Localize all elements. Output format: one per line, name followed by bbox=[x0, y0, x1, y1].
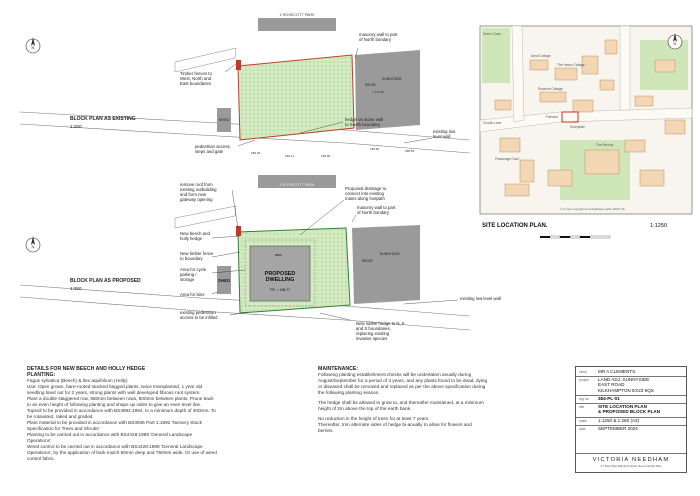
north-label: N bbox=[31, 45, 35, 50]
drawing-no-label: drg no. bbox=[579, 397, 590, 401]
copyright-label: © Crown copyright and database rights 2024 OS bbox=[560, 207, 625, 211]
date-value: SEPTEMBER 2024 bbox=[598, 426, 638, 431]
annotation-note: existing low level wall bbox=[460, 296, 501, 301]
maintenance-title: MAINTENANCE: bbox=[318, 366, 359, 372]
annotation-note: existing low level wall bbox=[433, 129, 456, 139]
svg-text:Fairview: Fairview bbox=[546, 115, 558, 119]
level-label: 188.55 bbox=[405, 149, 415, 153]
title-value: SITE LOCATION PLAN & PROPOSED BLOCK PLAN bbox=[598, 404, 661, 415]
block-plan-existing bbox=[20, 13, 470, 158]
maintenance-p3: No reduction in the height of trees for at least 7 years. Thereafter, trim alternate sides of hedge bi-anually to allow for flowers and berries. bbox=[318, 416, 472, 433]
project-value: LAND ADJ. SUNNYSIDE EAST ROAD KILKHAMPTON EX23 9QS bbox=[598, 377, 654, 393]
scale-bar bbox=[540, 236, 610, 238]
annotation-note: Proposed drainage to connect into existing mains along footpath bbox=[345, 186, 387, 201]
svg-text:Sunnyside: Sunnyside bbox=[570, 125, 585, 129]
level-label: 188.90 bbox=[321, 154, 331, 158]
maintenance-p1: Following planting establishment checks will be undertaken anually during August/September for a period of 3 years, and any plants found to be dead, dying or diseased shall be removed and replaced as per the above specification during the following planting season. bbox=[318, 372, 488, 395]
planting-body: Fagus sylvatica (Beech) & Ilex aquifolium (Holly) Use: Open grown, bare-rooted stocked bagged plants, twice transplanted, 1 year old seedling lined out for 2 years, strong plants with well developed fibrous root system. Plant a double staggered row, 650mm between rows, 500mm between plants. Prune back to an even height of following planting and shape up sides to give an even level line. Topsoil to be provided in accordance with BS3882:1994, to a minimum depth of 400mm. To be rotavated, raked and graded. Plant material to be provided in accordance with BS3936 Part 1:1992 'Nursery Stock Specification for Trees and Shrubs' Planting to be carried out in accordance with BS4428:1989 'General Landscape Operations'. Weed control to be carried out in accordance with BS4428:1989 'General Landscape Operations', by the application of bark mulch 50mm deep and 750mm wide. Or use of weed control fabric. bbox=[27, 378, 217, 461]
level-label: 188.82 bbox=[370, 147, 380, 151]
outbuilding bbox=[236, 226, 241, 236]
block-proposed-scale: 1:250 bbox=[70, 286, 82, 291]
scale-label: scale bbox=[579, 419, 587, 423]
client-label: client bbox=[579, 370, 587, 374]
shed-label: SHED bbox=[217, 278, 231, 283]
annotation-note: masonry wall to part of North bondary bbox=[357, 205, 396, 215]
road-label: 1 ROSECOTT PARK bbox=[279, 183, 315, 187]
date-label: date bbox=[579, 427, 586, 431]
maintenance-notes bbox=[318, 366, 568, 434]
dimension-label: 8800 bbox=[275, 253, 282, 257]
svg-text:N: N bbox=[673, 41, 677, 46]
annotation-note: masonry wall to part of North bondary bbox=[359, 32, 398, 42]
annotation-note: Area for bins bbox=[180, 292, 205, 297]
north-label: N bbox=[31, 244, 35, 249]
block-existing-scale: 1:250 bbox=[70, 124, 82, 129]
annotation-note: remove roof from existing outbuilding and form new gateway opening bbox=[180, 182, 217, 202]
planting-title: DETAILS FOR NEW BEECH AND HOLLY HEDGE PLANTING: bbox=[27, 366, 146, 378]
firm-address: 17 Red Way Bideford North Devon EX39 3SA bbox=[600, 464, 662, 468]
firm-name: VICTORIA NEEDHAM bbox=[592, 457, 670, 463]
annotation-note: Area for cycle parking / storage bbox=[180, 267, 207, 282]
maintenance-p2: The hedge shall be allowed to grow to, and thereafter maintained, at a minimum height of 2m above the top of the earth bank. bbox=[318, 400, 484, 411]
dwelling-label: PROPOSED DWELLING bbox=[264, 271, 296, 284]
neighbour-building bbox=[258, 18, 336, 31]
sunnyside-building bbox=[352, 225, 420, 304]
shed-label: SHED bbox=[218, 117, 230, 122]
annotation-note: pedestrian access, steps and gate bbox=[195, 144, 231, 154]
neighbour-label: SUNNYSIDE bbox=[382, 77, 402, 81]
north-arrow-icon bbox=[26, 236, 40, 252]
ridge-label: RIDGE bbox=[365, 83, 376, 87]
neighbour-label: SUNNYSIDE bbox=[380, 252, 400, 256]
level-label: 189.11 bbox=[285, 154, 294, 158]
title-block bbox=[575, 366, 687, 473]
svg-text:Church Lane: Church Lane bbox=[483, 121, 502, 125]
annotation-note: existing pedestrian access to be infilled bbox=[180, 310, 218, 320]
annotation-note: hedge on stone wall to South boundary bbox=[345, 117, 384, 127]
outbuilding bbox=[236, 60, 241, 70]
scale-value: 1:1250 & 1:250 (A3) bbox=[598, 418, 640, 423]
block-proposed-title: BLOCK PLAN AS PROPOSED bbox=[70, 278, 141, 284]
ridge-label: RIDGE bbox=[362, 259, 373, 263]
svg-text:The Rectory: The Rectory bbox=[596, 143, 614, 147]
project-label: project bbox=[579, 378, 590, 382]
road-label: 1 ROSECOTT PARK bbox=[279, 13, 315, 17]
north-arrow-icon bbox=[26, 37, 40, 53]
block-plan-proposed bbox=[20, 175, 501, 341]
block-existing-title: BLOCK PLAN AS EXISTING bbox=[70, 116, 136, 122]
svg-text:Green Close: Green Close bbox=[483, 32, 501, 36]
site-location-plan bbox=[480, 26, 692, 238]
annotation-note: New beech and holly hedge bbox=[180, 231, 210, 241]
level-label: 189.29 bbox=[251, 151, 261, 155]
ffl-label: FFL = 188.77 bbox=[269, 288, 291, 292]
svg-text:The Haven Cottage: The Haven Cottage bbox=[557, 63, 585, 67]
annotation-note: Timber fences to West, North and East boundaries bbox=[180, 71, 212, 86]
site-location-scale: 1:1250 bbox=[650, 223, 668, 229]
svg-text:Parsonage Court: Parsonage Court bbox=[495, 157, 520, 161]
annotation-note: New native hedge to N, E and S boundaries, replacing existing invasive species bbox=[356, 321, 405, 341]
svg-text:Arnot Cottage: Arnot Cottage bbox=[531, 54, 551, 58]
title-label: title bbox=[579, 405, 585, 409]
level-label: + 170.16 bbox=[372, 90, 384, 94]
client-value: MR A CLEMENTS bbox=[598, 369, 636, 374]
svg-text:Rosecott Cottage: Rosecott Cottage bbox=[538, 87, 563, 91]
annotation-note: New timber fence to boundary bbox=[180, 251, 214, 261]
site-location-title: SITE LOCATION PLAN. bbox=[482, 223, 548, 229]
drawing-no-value: 384-PL-01 bbox=[598, 396, 620, 401]
planting-notes bbox=[27, 366, 302, 462]
